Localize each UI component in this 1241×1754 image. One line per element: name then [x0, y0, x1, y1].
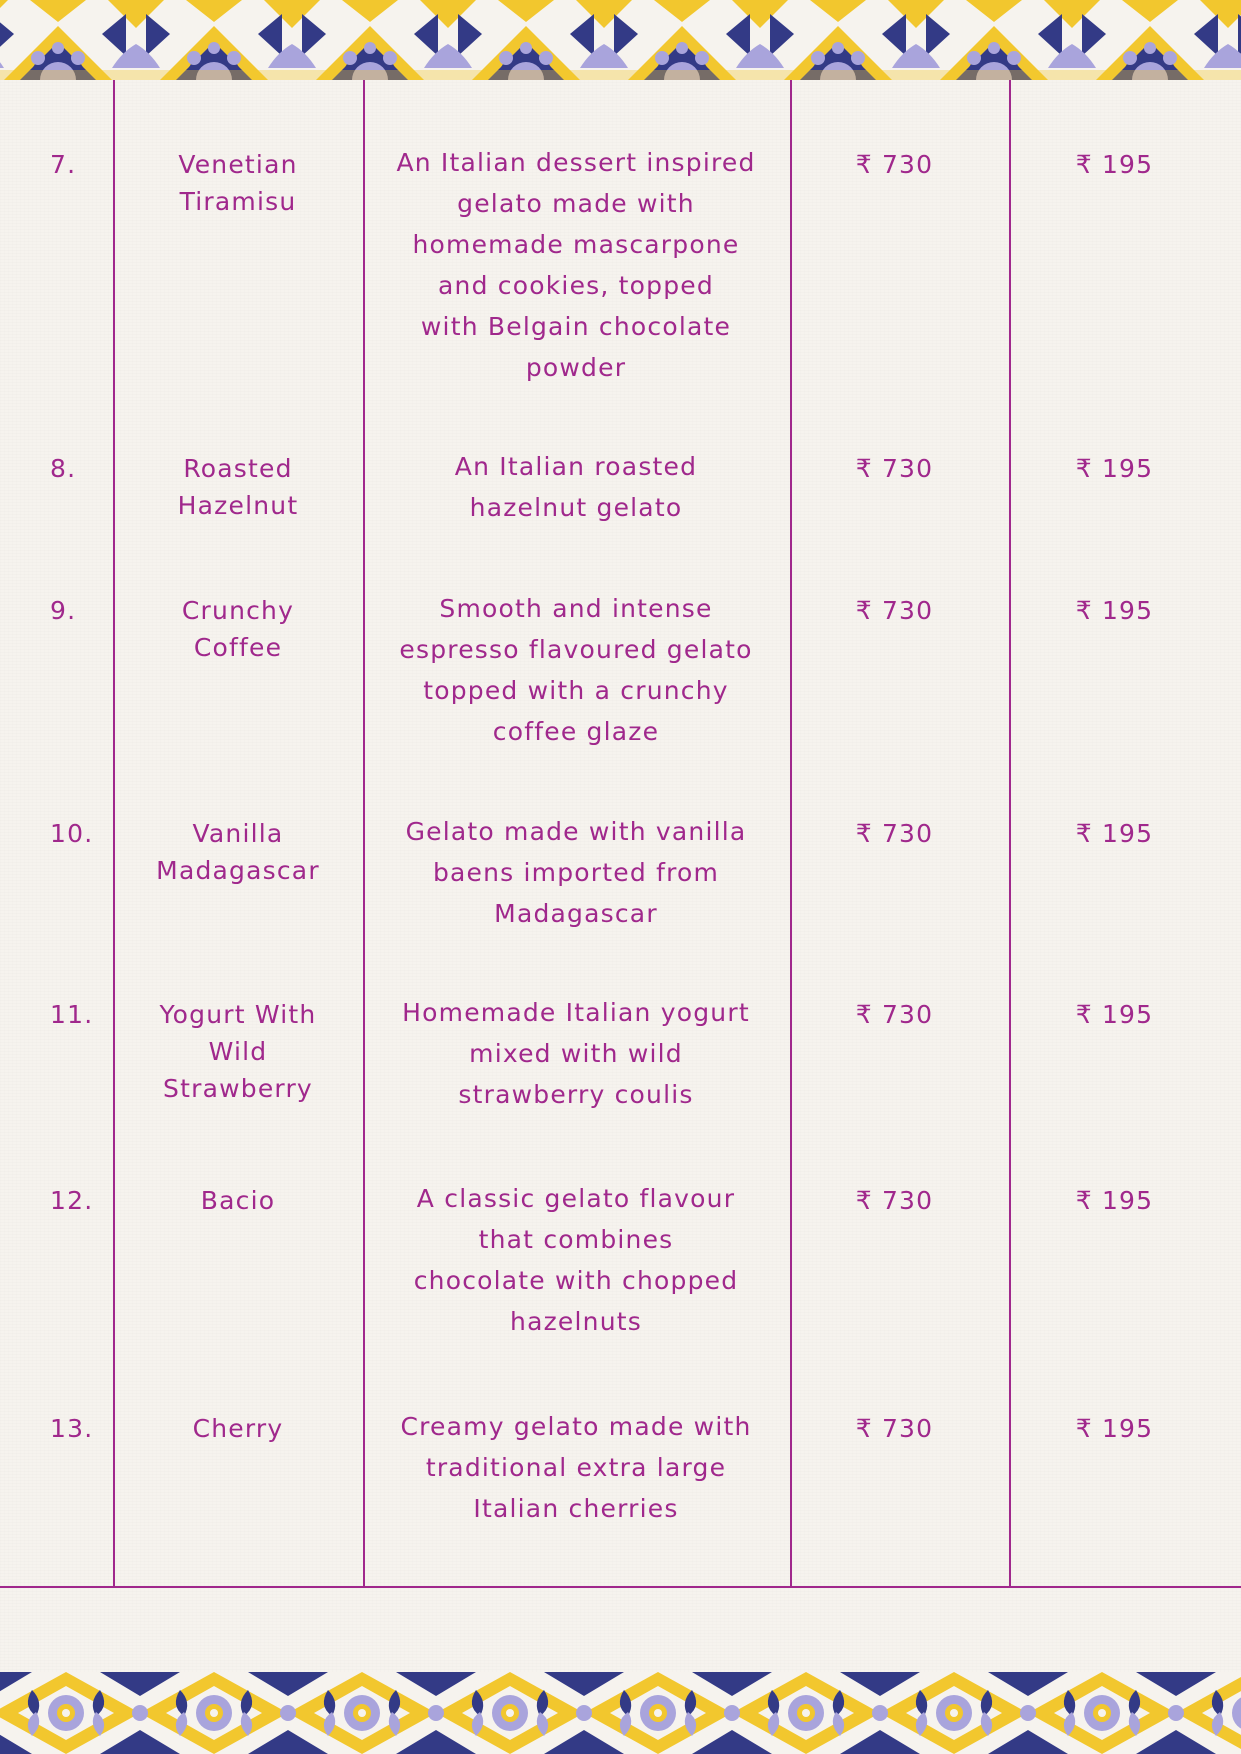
description-line: hazelnuts [510, 1307, 642, 1336]
description-line: homemade mascarpone [412, 230, 740, 259]
description-line: Smooth and intense [439, 594, 713, 623]
item-name-line: Cherry [192, 1414, 284, 1443]
price-small: ₹ 195 [1075, 150, 1154, 179]
description-line: that combines [478, 1225, 674, 1254]
price-large: ₹ 730 [855, 1186, 934, 1215]
item-name-line: Tiramisu [179, 187, 297, 216]
column-divider-4 [1009, 80, 1011, 1588]
item-name-line: Strawberry [163, 1074, 313, 1103]
description-line: mixed with wild [469, 1039, 683, 1068]
item-name [112, 450, 364, 524]
item-number: 11. [50, 1000, 94, 1029]
price-large: ₹ 730 [855, 1414, 934, 1443]
price-small: ₹ 195 [1075, 1414, 1154, 1443]
item-name [112, 146, 364, 220]
top-tile-border [0, 0, 1241, 80]
description-line: traditional extra large [425, 1453, 727, 1482]
description-line: Madagascar [494, 899, 658, 928]
table-bottom-rule [0, 1586, 1241, 1588]
item-description [370, 811, 782, 934]
item-description [370, 588, 782, 752]
description-line: A classic gelato flavour [416, 1184, 736, 1213]
price-large: ₹ 730 [855, 596, 934, 625]
price-small: ₹ 195 [1075, 1000, 1154, 1029]
item-name-line: Coffee [193, 633, 283, 662]
description-line: espresso flavoured gelato [399, 635, 753, 664]
item-name-line: Hazelnut [177, 491, 299, 520]
item-name [112, 1182, 364, 1219]
item-number: 9. [50, 596, 77, 625]
item-name [112, 996, 364, 1107]
description-line: and cookies, topped [438, 271, 714, 300]
item-description [370, 1406, 782, 1529]
item-number: 8. [50, 454, 77, 483]
price-large: ₹ 730 [855, 454, 934, 483]
description-line: topped with a crunchy [423, 676, 729, 705]
item-name-line: Roasted [183, 454, 293, 483]
item-name [112, 815, 364, 889]
item-name-line: Vanilla [192, 819, 284, 848]
item-name-line: Yogurt With [159, 1000, 317, 1029]
price-small: ₹ 195 [1075, 454, 1154, 483]
description-line: coffee glaze [492, 717, 660, 746]
description-line: with Belgain chocolate [420, 312, 732, 341]
item-name-line: Crunchy [181, 596, 295, 625]
item-description [370, 142, 782, 388]
item-number: 12. [50, 1186, 94, 1215]
description-line: strawberry coulis [458, 1080, 694, 1109]
description-line: Creamy gelato made with [400, 1412, 752, 1441]
price-large: ₹ 730 [855, 819, 934, 848]
item-name [112, 1410, 364, 1447]
item-name-line: Madagascar [156, 856, 320, 885]
item-description [370, 446, 782, 528]
item-number: 13. [50, 1414, 94, 1443]
price-small: ₹ 195 [1075, 596, 1154, 625]
bottom-tile-pattern [0, 1672, 1241, 1754]
description-line: Homemade Italian yogurt [402, 998, 750, 1027]
price-large: ₹ 730 [855, 150, 934, 179]
description-line: powder [525, 353, 627, 382]
item-number: 7. [50, 150, 77, 179]
description-line: baens imported from [432, 858, 720, 887]
description-line: hazelnut gelato [469, 493, 683, 522]
item-number: 10. [50, 819, 94, 848]
description-line: Gelato made with vanilla [405, 817, 747, 846]
top-tile-pattern [0, 0, 1241, 80]
item-name-line: Wild [208, 1037, 268, 1066]
description-line: An Italian dessert inspired [396, 148, 756, 177]
bottom-tile-border [0, 1672, 1241, 1754]
item-name [112, 592, 364, 666]
description-line: gelato made with [457, 189, 695, 218]
item-name-line: Bacio [200, 1186, 276, 1215]
description-line: An Italian roasted [454, 452, 698, 481]
description-line: chocolate with chopped [413, 1266, 739, 1295]
item-description [370, 1178, 782, 1342]
item-description [370, 992, 782, 1115]
price-large: ₹ 730 [855, 1000, 934, 1029]
price-small: ₹ 195 [1075, 1186, 1154, 1215]
price-small: ₹ 195 [1075, 819, 1154, 848]
description-line: Italian cherries [473, 1494, 679, 1523]
item-name-line: Venetian [178, 150, 298, 179]
